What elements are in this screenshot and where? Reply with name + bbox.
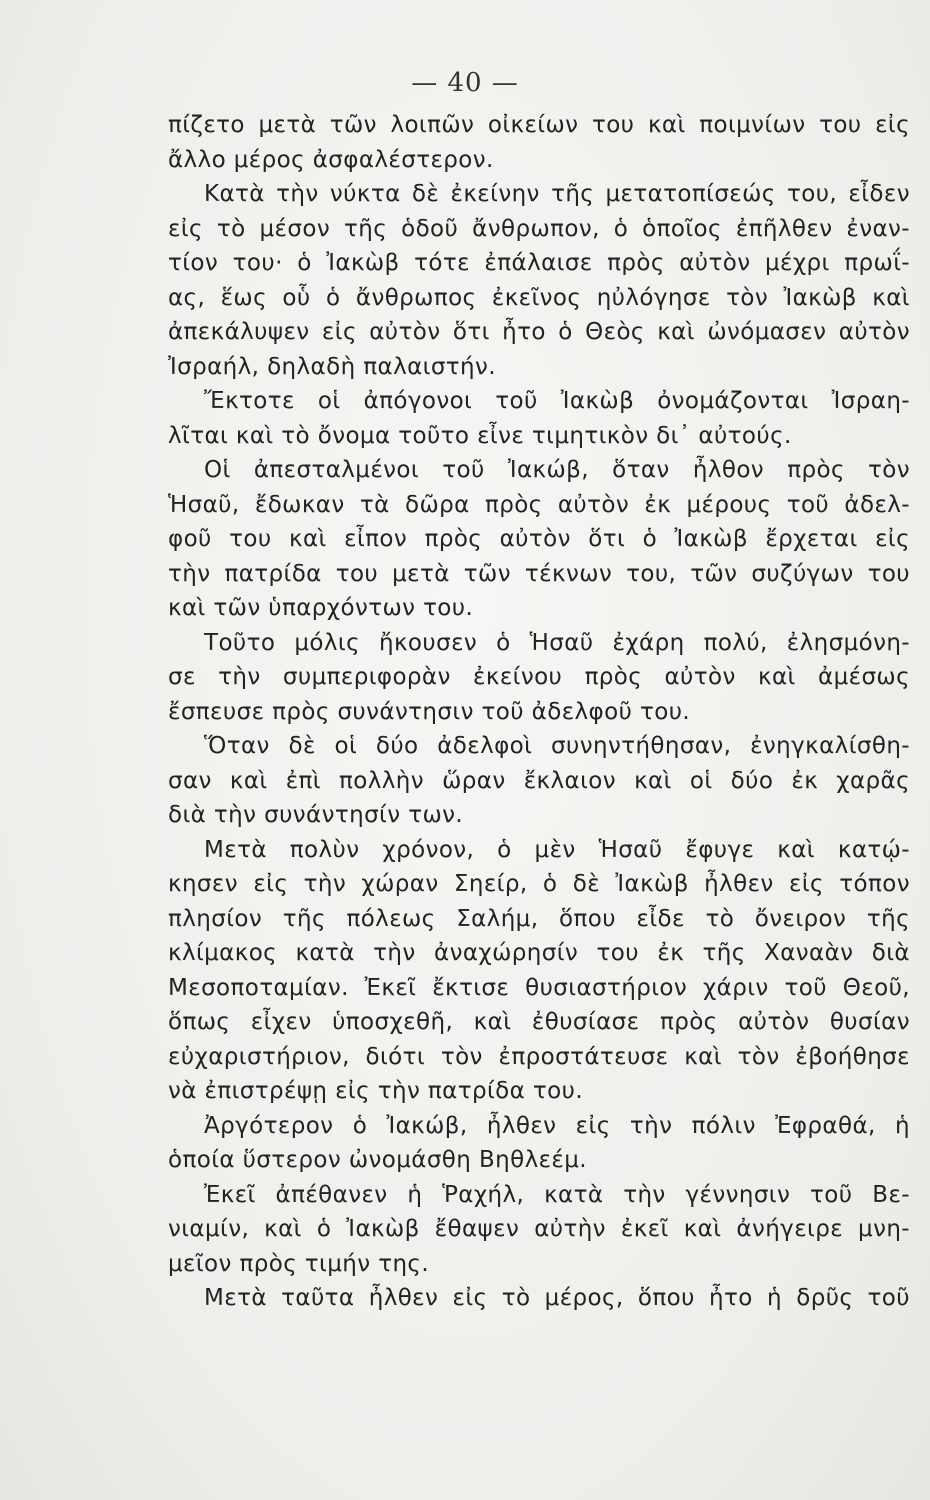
text-line: Οἱ ἀπεσταλμένοι τοῦ Ἰακώβ, ὅταν ἦλθον πρὸς τὸν	[204, 457, 910, 483]
text-line: νὰ ἐπιστρέψῃ εἰς τὴν πατρίδα του.	[168, 1078, 584, 1104]
text-line: ὁποία ὕστερον ὠνομάσθη Βηθλεέμ.	[168, 1147, 587, 1173]
page-number: — 40 —	[411, 68, 519, 98]
text-line: λῖται καὶ τὸ ὄνομα τοῦτο εἶνε τιμητικὸν δι᾿ αὐτούς.	[168, 422, 792, 449]
text-line: Ἡσαῦ, ἔδωκαν τὰ δῶρα πρὸς αὐτὸν ἐκ μέρους τοῦ ἀδελ-	[168, 491, 910, 518]
text-line: Ἐκεῖ ἀπέθανεν ἡ Ῥαχήλ, κατὰ τὴν γέννησιν τοῦ Βε-	[204, 1181, 910, 1208]
text-line: εὐχαριστήριον, διότι τὸν ἐπροστάτευσε καὶ τὸν ἐβοήθησε	[168, 1043, 910, 1070]
text-line: σε τὴν συμπεριφορὰν ἐκείνου πρὸς αὐτὸν καὶ ἀμέσως	[168, 664, 910, 690]
text-line: κλίμακος κατὰ τὴν ἀναχώρησίν του ἐκ τῆς Χαναὰν διὰ	[168, 940, 910, 966]
text-line: διὰ τὴν συνάντησίν των.	[168, 802, 464, 828]
text-line: καὶ τῶν ὑπαρχόντων του.	[168, 595, 474, 621]
text-line: τὴν πατρίδα του μετὰ τῶν τέκνων του, τῶν συζύγων του	[168, 560, 910, 587]
text-line: Ἰσραήλ, δηλαδὴ παλαιστήν.	[168, 353, 496, 380]
text-line: Μεσοποταμίαν. Ἐκεῖ ἔκτισε θυσιαστήριον χάριν τοῦ Θεοῦ,	[168, 974, 910, 1001]
text-line: Μετὰ ταῦτα ἦλθεν εἰς τὸ μέρος, ὅπου ἦτο ἡ δρῦς τοῦ	[204, 1285, 910, 1311]
text-line: σαν καὶ ἐπὶ πολλὴν ὥραν ἔκλαιον καὶ οἱ δύο ἐκ χαρᾶς	[168, 767, 910, 794]
text-line: Τοῦτο μόλις ἤκουσεν ὁ Ἡσαῦ ἐχάρη πολύ, ἐλησμόνη-	[204, 629, 910, 656]
text-line: Ἀργότερον ὁ Ἰακώβ, ἦλθεν εἰς τὴν πόλιν Ἐφραθά, ἡ	[204, 1112, 910, 1139]
text-line: ας, ἕως οὗ ὁ ἄνθρωπος ἐκεῖνος ηὐλόγησε τὸν Ἰακὼβ καὶ	[168, 284, 910, 311]
text-line: νιαμίν, καὶ ὁ Ἰακὼβ ἔθαψεν αὐτὴν ἐκεῖ καὶ ἀνήγειρε μνη-	[168, 1216, 910, 1242]
text-line: εἰς τὸ μέσον τῆς ὁδοῦ ἄνθρωπον, ὁ ὁποῖος ἐπῆλθεν ἐναν-	[168, 215, 910, 242]
text-line: πίζετο μετὰ τῶν λοιπῶν οἰκείων του καὶ ποιμνίων του εἰς	[168, 112, 910, 138]
text-line: Ὅταν δὲ οἱ δύο ἀδελφοὶ συνηντήθησαν, ἐνηγκαλίσθη-	[204, 733, 910, 759]
body-text	[168, 108, 910, 1316]
text-line: τίον του· ὁ Ἰακὼβ τότε ἐπάλαισε πρὸς αὐτὸν μέχρι πρωΐ-	[168, 250, 910, 276]
text-line: μεῖον πρὸς τιμήν της.	[168, 1250, 430, 1277]
text-line: φοῦ του καὶ εἶπον πρὸς αὐτὸν ὅτι ὁ Ἰακὼβ ἔρχεται εἰς	[168, 526, 910, 552]
text-line: ὅπως εἶχεν ὑποσχεθῆ, καὶ ἐθυσίασε πρὸς αὐτὸν θυσίαν	[168, 1009, 910, 1035]
text-line: πλησίον τῆς πόλεως Σαλήμ, ὅπου εἶδε τὸ ὄνειρον τῆς	[168, 905, 910, 932]
text-line: Μετὰ πολὺν χρόνον, ὁ μὲν Ἡσαῦ ἔφυγε καὶ κατῴ-	[204, 836, 910, 863]
text-line: ἄλλο μέρος ἀσφαλέστερον.	[168, 146, 494, 173]
text-line: Ἔκτοτε οἱ ἀπόγονοι τοῦ Ἰακὼβ ὀνομάζονται Ἰσραη-	[204, 388, 910, 414]
text-line: ἔσπευσε πρὸς συνάντησιν τοῦ ἀδελφοῦ του.	[168, 698, 691, 725]
text-line: Κατὰ τὴν νύκτα δὲ ἐκείνην τῆς μετατοπίσεώς του, εἶδεν	[204, 181, 910, 207]
text-line: ἀπεκάλυψεν εἰς αὐτὸν ὅτι ἦτο ὁ Θεὸς καὶ ὠνόμασεν αὐτὸν	[168, 319, 910, 345]
text-line: κησεν εἰς τὴν χώραν Σηείρ, ὁ δὲ Ἰακὼβ ἦλθεν εἰς τόπον	[168, 871, 910, 897]
